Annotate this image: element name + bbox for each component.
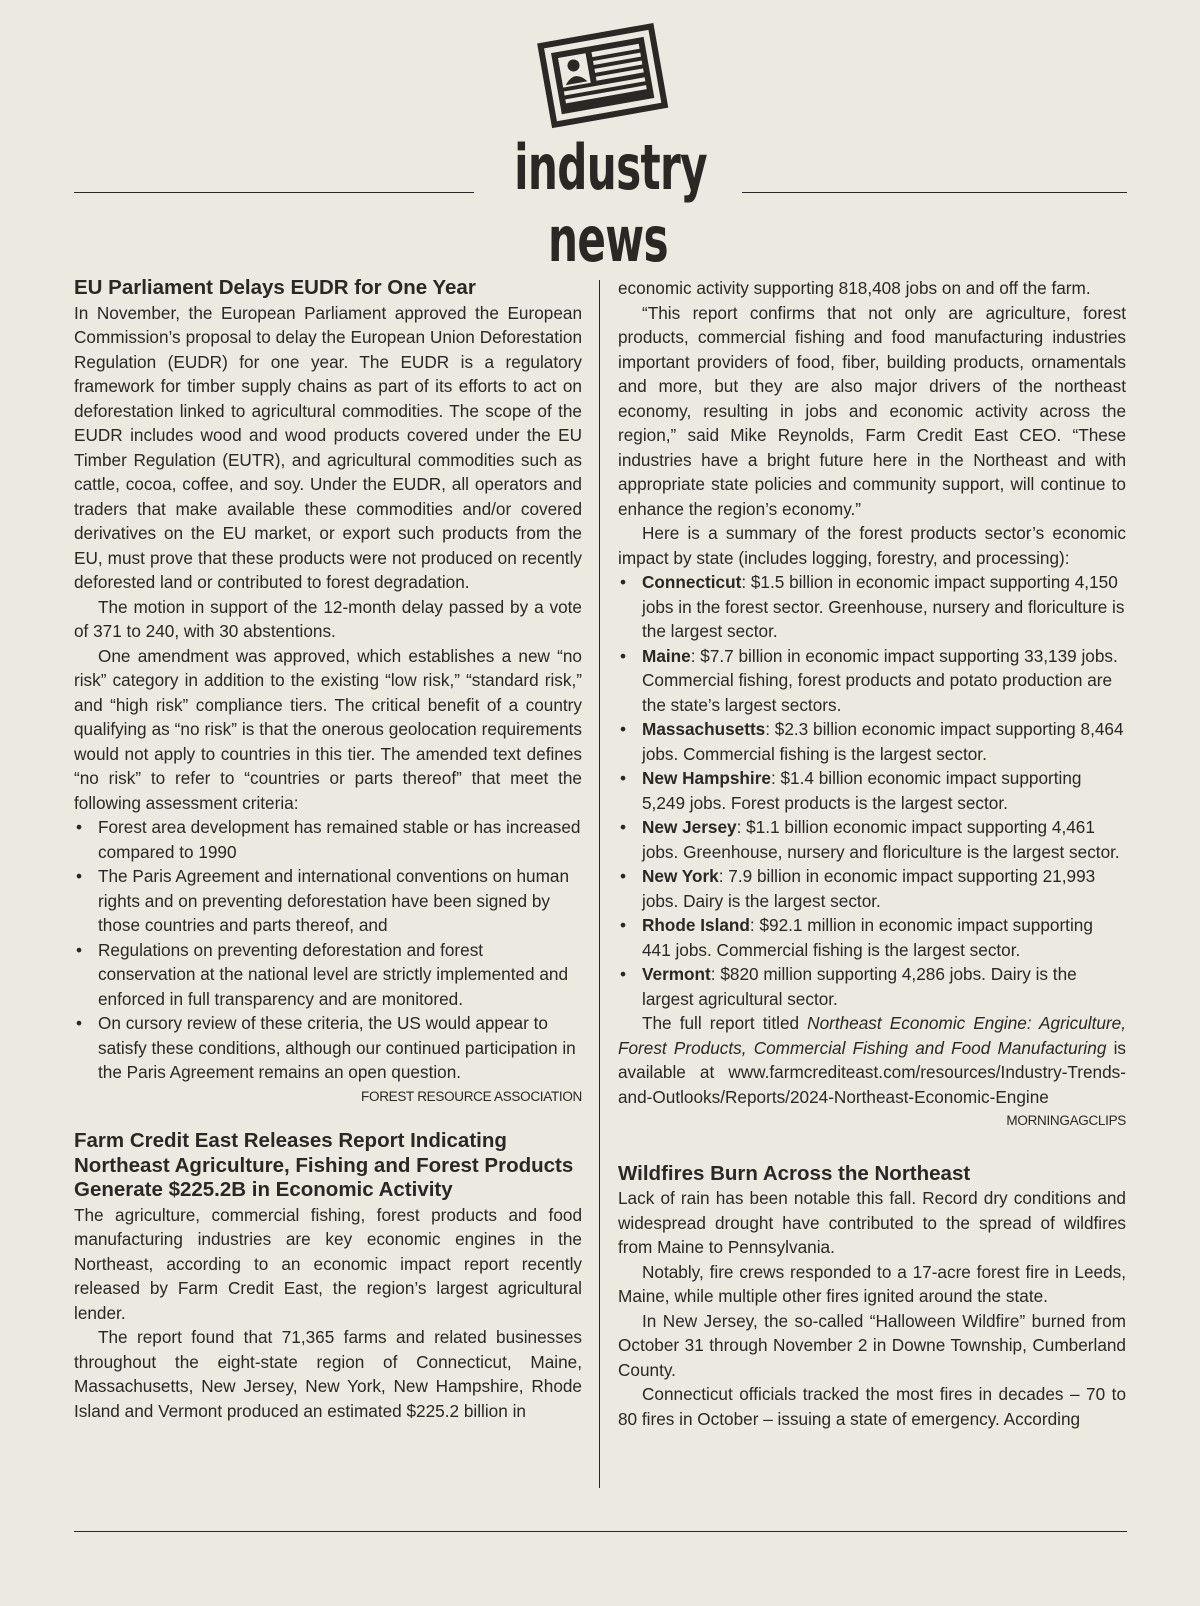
state-name: New Hampshire: [642, 768, 771, 788]
state-detail: : $1.4 billion economic impact supporting 5,249 jobs. Forest products is the largest sector.: [642, 768, 1082, 813]
state-name: Massachusetts: [642, 719, 766, 739]
state-name: Connecticut: [642, 572, 742, 592]
left-column: [74, 276, 582, 1423]
state-name: New Jersey: [642, 817, 737, 837]
article-paragraph: “This report confirms that not only are agriculture, forest products, commercial fishing and food manufacturing industries important providers of food, fiber, building products, ornamentals and more, but they are also major drivers of the northeast economy, resulting in jobs and economic activity across the region,” said Mike Reynolds, Farm Credit East CEO. “These industries have a bright future here in the Northeast and with appropriate state policies and community support, will continue to enhance the region’s economy.”: [618, 302, 1126, 519]
article-title: Farm Credit East Releases Report Indicating Northeast Agriculture, Fishing and Forest Products Generate $225.2B in Economic Activity: [74, 1129, 574, 1201]
list-item: • On cursory review of these criteria, the US would appear to satisfy these conditions, although our continued participation in the Paris Agreement remains an open question.: [74, 1011, 582, 1085]
article-paragraph: Lack of rain has been notable this fall. Record dry conditions and widespread drought have contributed to the spread of wildfires from Maine to Pennsylvania.: [618, 1188, 1126, 1257]
bottom-rule: [74, 1531, 1127, 1532]
state-detail: : $2.3 billion economic impact supporting 8,464 jobs. Commercial fishing is the largest sector.: [642, 719, 1124, 764]
list-item: [618, 717, 1126, 766]
article-paragraph: The agriculture, commercial fishing, forest products and food manufacturing industries are key economic engines in the Northeast, according to an economic impact report recently released by Farm Credit East, the region’s largest agricultural lender.: [74, 1204, 582, 1323]
state-detail: : $820 million supporting 4,286 jobs. Dairy is the largest agricultural sector.: [642, 964, 1077, 1009]
article-paragraph: economic activity supporting 818,408 jobs on and off the farm.: [618, 278, 1091, 298]
report-title: Northeast Economic Engine: Agriculture, Forest Products, Commercial Fishing and Food Manufacturing: [618, 1013, 1126, 1058]
state-impact-list: [618, 570, 1126, 1011]
article-paragraph: In November, the European Parliament approved the European Commission’s proposal to delay the European Union Deforestation Regulation (EUDR) for one year. The EUDR is a regulatory framework for timber supply chains as part of its efforts to act on deforestation linked to agricultural commodities. The scope of the EUDR includes wood and wood products covered under the EU Timber Regulation (EUTR), and agricultural commodities such as cattle, cocoa, coffee, and soy. Under the EUDR, all operators and traders that make available these commodities and/or covered derivatives on the EU market, or export such products from the EU, must prove that these products were not produced on recently deforested land or contributed to forest degradation.: [74, 302, 582, 592]
state-detail: : $1.1 billion economic impact supporting 4,461 jobs. Greenhouse, nursery and floriculture is the largest sector.: [642, 817, 1120, 862]
article-paragraph: The motion in support of the 12-month delay passed by a vote of 371 to 240, with 30 abstentions.: [74, 596, 582, 641]
article-title: Wildfires Burn Across the Northeast: [618, 1161, 971, 1185]
list-item: [618, 913, 1126, 962]
masthead-rule-left: [74, 192, 474, 193]
list-item: [618, 962, 1126, 1011]
article-title: EU Parliament Delays EUDR for One Year: [74, 276, 476, 299]
state-detail: : $92.1 million in economic impact supporting 441 jobs. Commercial fishing is the largest sector.: [642, 915, 1093, 960]
right-column: [618, 276, 1126, 1431]
list-item: [618, 766, 1126, 815]
list-item: [618, 815, 1126, 864]
state-name: New York: [642, 866, 719, 886]
state-detail: : $7.7 billion in economic impact supporting 33,139 jobs. Commercial fishing, forest products and potato production are the state’s largest sectors.: [642, 645, 1118, 715]
list-item: [618, 644, 1126, 718]
article-source: FOREST RESOURCE ASSOCIATION: [361, 1088, 582, 1104]
article-paragraph: Connecticut officials tracked the most fires in decades – 70 to 80 fires in October – issuing a state of emergency. According: [618, 1384, 1126, 1429]
list-item: [618, 570, 1126, 644]
article-paragraph: One amendment was approved, which establishes a new “no risk” category in addition to the existing “low risk,” “standard risk,” and “high risk” compliance tiers. The critical benefit of a country qualifying as “no risk” is that the onerous geolocation requirements would not apply to countries in this tier. The amended text defines “no risk” to refer to “countries or parts thereof” that meet the following assessment criteria:: [74, 645, 582, 813]
report-prefix: The full report titled: [642, 1013, 808, 1033]
article-paragraph: In New Jersey, the so-called “Halloween Wildfire” burned from October 31 through November 2 in Downe Township, Cumberland County.: [618, 1310, 1126, 1380]
masthead-rule-right: [742, 192, 1127, 193]
state-name: Vermont: [642, 964, 711, 984]
section-title: industry news: [514, 131, 707, 276]
column-divider: [599, 280, 600, 1488]
article-paragraph: The report found that 71,365 farms and related businesses throughout the eight-state region of Connecticut, Maine, Massachusetts, New Jersey, New York, New Hampshire, Rhode Island and Vermont produced an estimated $225.2 billion in: [74, 1327, 582, 1421]
article-eudr: [74, 276, 582, 1109]
list-item: • Regulations on preventing deforestation and forest conservation at the national level are strictly implemented and enforced in full transparency and are monitored.: [74, 938, 582, 1012]
state-detail: : $1.5 billion in economic impact supporting 4,150 jobs in the forest sector. Greenhouse, nursery and floriculture is the largest sector.: [642, 572, 1125, 641]
state-detail: : 7.9 billion in economic impact supporting 21,993 jobs. Dairy is the largest sector.: [642, 866, 1096, 911]
masthead: [0, 0, 1200, 276]
article-wildfires: [618, 1162, 1126, 1432]
list-item: [618, 864, 1126, 913]
list-item: • The Paris Agreement and international conventions on human rights and on preventing deforestation have been signed by those countries and parts thereof, and: [74, 864, 582, 938]
article-paragraph: Notably, fire crews responded to a 17-acre forest fire in Leeds, Maine, while multiple other fires ignited around the state.: [618, 1261, 1126, 1306]
list-item: • Forest area development has remained stable or has increased compared to 1990: [74, 815, 582, 864]
newspaper-icon: [536, 22, 676, 132]
report-paragraph: [618, 1011, 1126, 1109]
article-source: MORNINGAGCLIPS: [1006, 1113, 1126, 1128]
state-name: Rhode Island: [642, 915, 750, 935]
report-suffix: is available at www.farmcrediteast.com/resources/Industry-Trends-and-Outlooks/Reports/2024-Northeast-Economic-Engine: [618, 1037, 1126, 1107]
criteria-list: [74, 815, 582, 1085]
article-farm-credit: [74, 1129, 582, 1423]
state-name: Maine: [642, 645, 691, 666]
article-paragraph: Here is a summary of the forest products sector’s economic impact by state (includes logging, forestry, and processing):: [618, 523, 1126, 568]
